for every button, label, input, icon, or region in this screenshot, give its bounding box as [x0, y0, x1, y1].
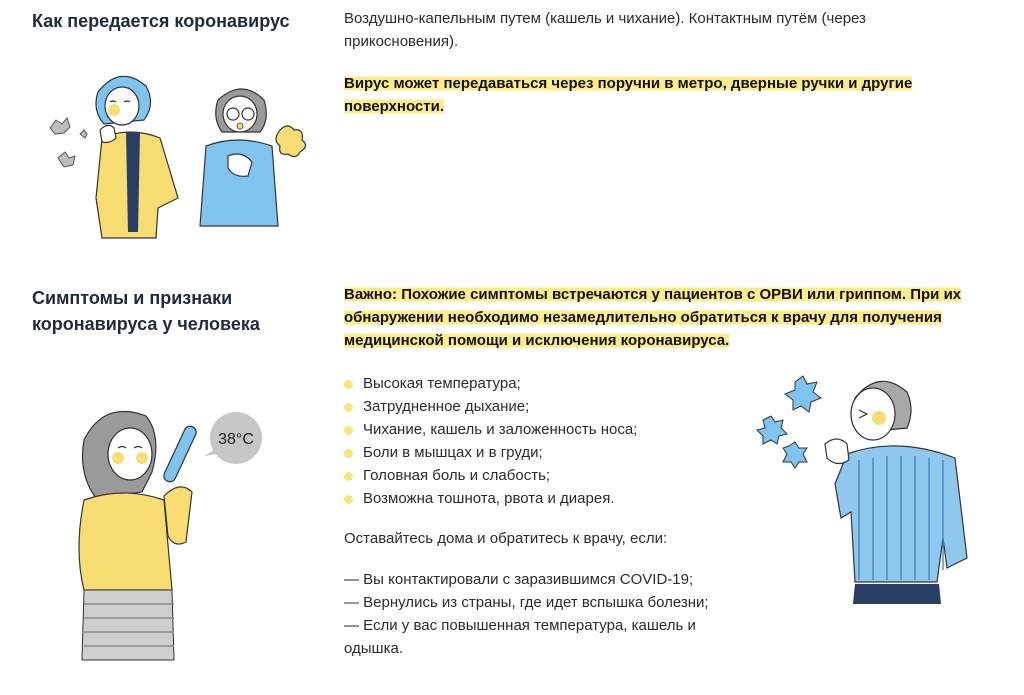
symptoms-list	[344, 372, 637, 510]
symptom-item: Возможна тошнота, рвота и диарея.	[344, 487, 637, 510]
symptoms-highlight-block	[344, 283, 984, 352]
symptom-item: Головная боль и слабость;	[344, 464, 637, 487]
transmission-paragraph: Воздушно-капельным путем (кашель и чихание). Контактным путём (через прикосновения).	[344, 10, 866, 50]
condition-item: — Если у вас повышенная температура, кашель и одышка.	[344, 617, 696, 657]
coughing-people-illustration	[40, 60, 320, 240]
condition-item: — Вернулись из страны, где идет вспышка болезни;	[344, 594, 709, 611]
thermometer-reading: 38°C	[218, 431, 254, 448]
coughing-man-illustration	[755, 370, 980, 610]
condition-item: — Вы контактировали с заразившимся COVID-19;	[344, 571, 694, 588]
symptom-item: Боли в мышцах и в груди;	[344, 441, 637, 464]
thermometer-icon	[162, 424, 198, 483]
cough-cloud-icon	[80, 130, 87, 138]
transmission-highlight-block	[344, 72, 954, 118]
transmission-highlight: Вирус может передаваться через поручни в метро, дверные ручки и другие поверхности.	[344, 75, 913, 115]
section-title-symptoms-line2: коронавируса у человека	[32, 314, 260, 334]
section-title-symptoms	[32, 285, 260, 337]
symptoms-highlight: Важно: Похожие симптомы встречаются у пациентов с ОРВИ или гриппом. При их обнаружении необходимо незамедлительно обратиться к врачу для получения медицинской помощи и исключения коронавируса.	[344, 286, 962, 349]
cough-cloud-icon	[50, 118, 70, 134]
cough-burst-icon	[757, 416, 787, 444]
fever-woman-illustration	[70, 400, 290, 670]
stay-home-text: Оставайтесь дома и обратитесь к врачу, если:	[344, 530, 668, 547]
section-title-transmission: Как передается коронавирус	[32, 11, 290, 31]
cough-cloud-icon	[58, 152, 75, 167]
cough-burst-icon	[783, 442, 807, 468]
sneeze-puff-icon	[276, 126, 306, 157]
section-title-symptoms-line1: Симптомы и признаки	[32, 288, 233, 308]
conditions-list	[344, 568, 744, 660]
symptom-item: Затрудненное дыхание;	[344, 395, 637, 418]
symptom-item: Чихание, кашель и заложенность носа;	[344, 418, 637, 441]
cough-burst-icon	[785, 376, 821, 412]
symptom-item: Высокая температура;	[344, 372, 637, 395]
